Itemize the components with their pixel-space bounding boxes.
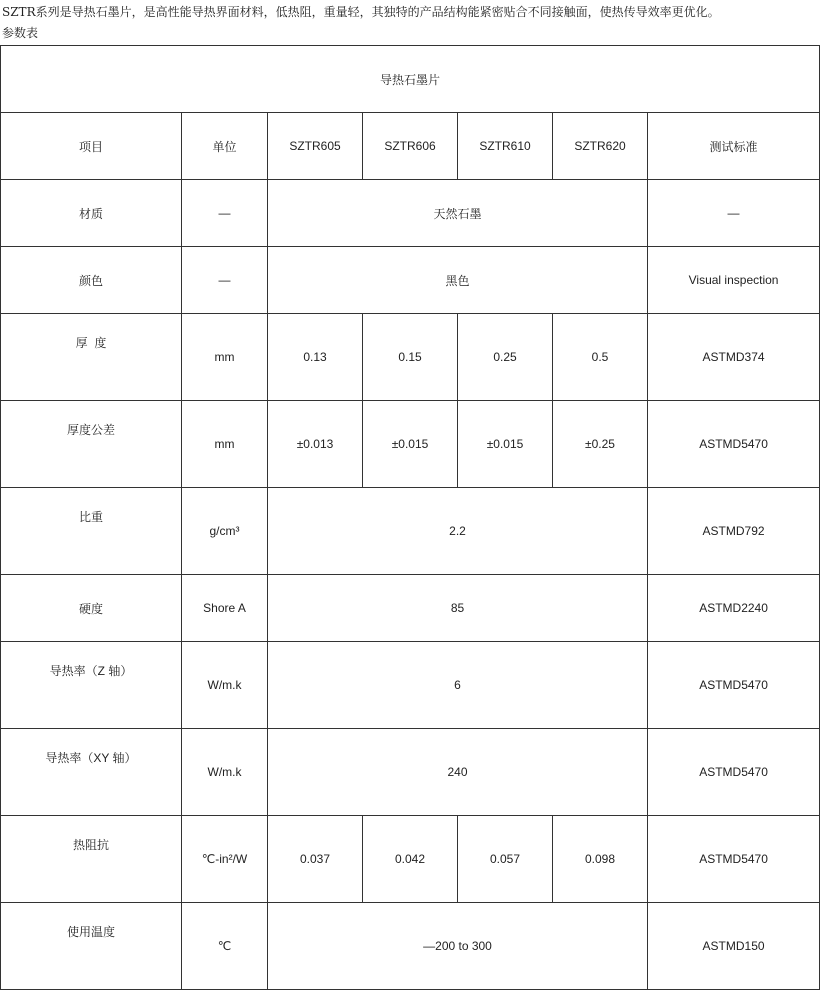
row-value: 0.5 <box>553 314 648 401</box>
row-standard: ASTMD5470 <box>648 816 820 903</box>
table-row <box>1 903 820 990</box>
row-value: ±0.013 <box>268 401 363 488</box>
row-standard: Visual inspection <box>648 247 820 314</box>
row-standard: ASTMD792 <box>648 488 820 575</box>
row-label: 比重 <box>1 488 182 575</box>
row-value: 6 <box>268 642 648 729</box>
row-label: 厚 度 <box>1 314 182 401</box>
row-value: 0.13 <box>268 314 363 401</box>
table-title: 导热石墨片 <box>1 46 820 113</box>
row-unit: — <box>182 247 268 314</box>
header-sztr605: SZTR605 <box>268 113 363 180</box>
table-title-row <box>1 46 820 113</box>
header-standard: 测试标准 <box>648 113 820 180</box>
table-row <box>1 247 820 314</box>
table-row <box>1 314 820 401</box>
row-value: 0.037 <box>268 816 363 903</box>
row-label: 材质 <box>1 180 182 247</box>
table-header-row <box>1 113 820 180</box>
row-value: 0.042 <box>363 816 458 903</box>
row-unit: W/m.k <box>182 642 268 729</box>
row-value: 0.15 <box>363 314 458 401</box>
row-label: 颜色 <box>1 247 182 314</box>
row-value: 85 <box>268 575 648 642</box>
header-item: 项目 <box>1 113 182 180</box>
row-value: 2.2 <box>268 488 648 575</box>
row-label: 厚度公差 <box>1 401 182 488</box>
row-standard: — <box>648 180 820 247</box>
row-value: 0.25 <box>458 314 553 401</box>
row-unit: g/cm³ <box>182 488 268 575</box>
row-label: 硬度 <box>1 575 182 642</box>
row-label: 使用温度 <box>1 903 182 990</box>
row-unit: mm <box>182 314 268 401</box>
row-unit: ℃ <box>182 903 268 990</box>
row-unit: W/m.k <box>182 729 268 816</box>
row-unit: mm <box>182 401 268 488</box>
table-row <box>1 575 820 642</box>
header-sztr610: SZTR610 <box>458 113 553 180</box>
row-standard: ASTMD5470 <box>648 729 820 816</box>
row-value: 0.057 <box>458 816 553 903</box>
table-row <box>1 642 820 729</box>
row-value: 天然石墨 <box>268 180 648 247</box>
row-label: 热阻抗 <box>1 816 182 903</box>
row-value: ±0.015 <box>363 401 458 488</box>
row-value: ±0.25 <box>553 401 648 488</box>
row-standard: ASTMD5470 <box>648 642 820 729</box>
row-label: 导热率（Z 轴） <box>1 642 182 729</box>
intro-text: SZTR系列是导热石墨片，是高性能导热界面材料，低热阻，重量轻，其独特的产品结构能紧密贴合不同接触面，使热传导效率更优化。 <box>2 5 720 19</box>
table-row <box>1 401 820 488</box>
table-row <box>1 488 820 575</box>
header-sztr620: SZTR620 <box>553 113 648 180</box>
row-standard: ASTMD374 <box>648 314 820 401</box>
row-unit: ℃-in²/W <box>182 816 268 903</box>
header-unit: 单位 <box>182 113 268 180</box>
row-unit: — <box>182 180 268 247</box>
row-standard: ASTMD150 <box>648 903 820 990</box>
row-value: 240 <box>268 729 648 816</box>
table-row <box>1 729 820 816</box>
header-sztr606: SZTR606 <box>363 113 458 180</box>
row-unit: Shore A <box>182 575 268 642</box>
table-row <box>1 816 820 903</box>
row-value: 0.098 <box>553 816 648 903</box>
params-label: 参数表 <box>2 26 39 40</box>
row-standard: ASTMD2240 <box>648 575 820 642</box>
row-value: —200 to 300 <box>268 903 648 990</box>
row-label: 导热率（XY 轴） <box>1 729 182 816</box>
row-standard: ASTMD5470 <box>648 401 820 488</box>
table-row <box>1 180 820 247</box>
row-value: ±0.015 <box>458 401 553 488</box>
spec-table <box>0 45 820 990</box>
row-value: 黑色 <box>268 247 648 314</box>
